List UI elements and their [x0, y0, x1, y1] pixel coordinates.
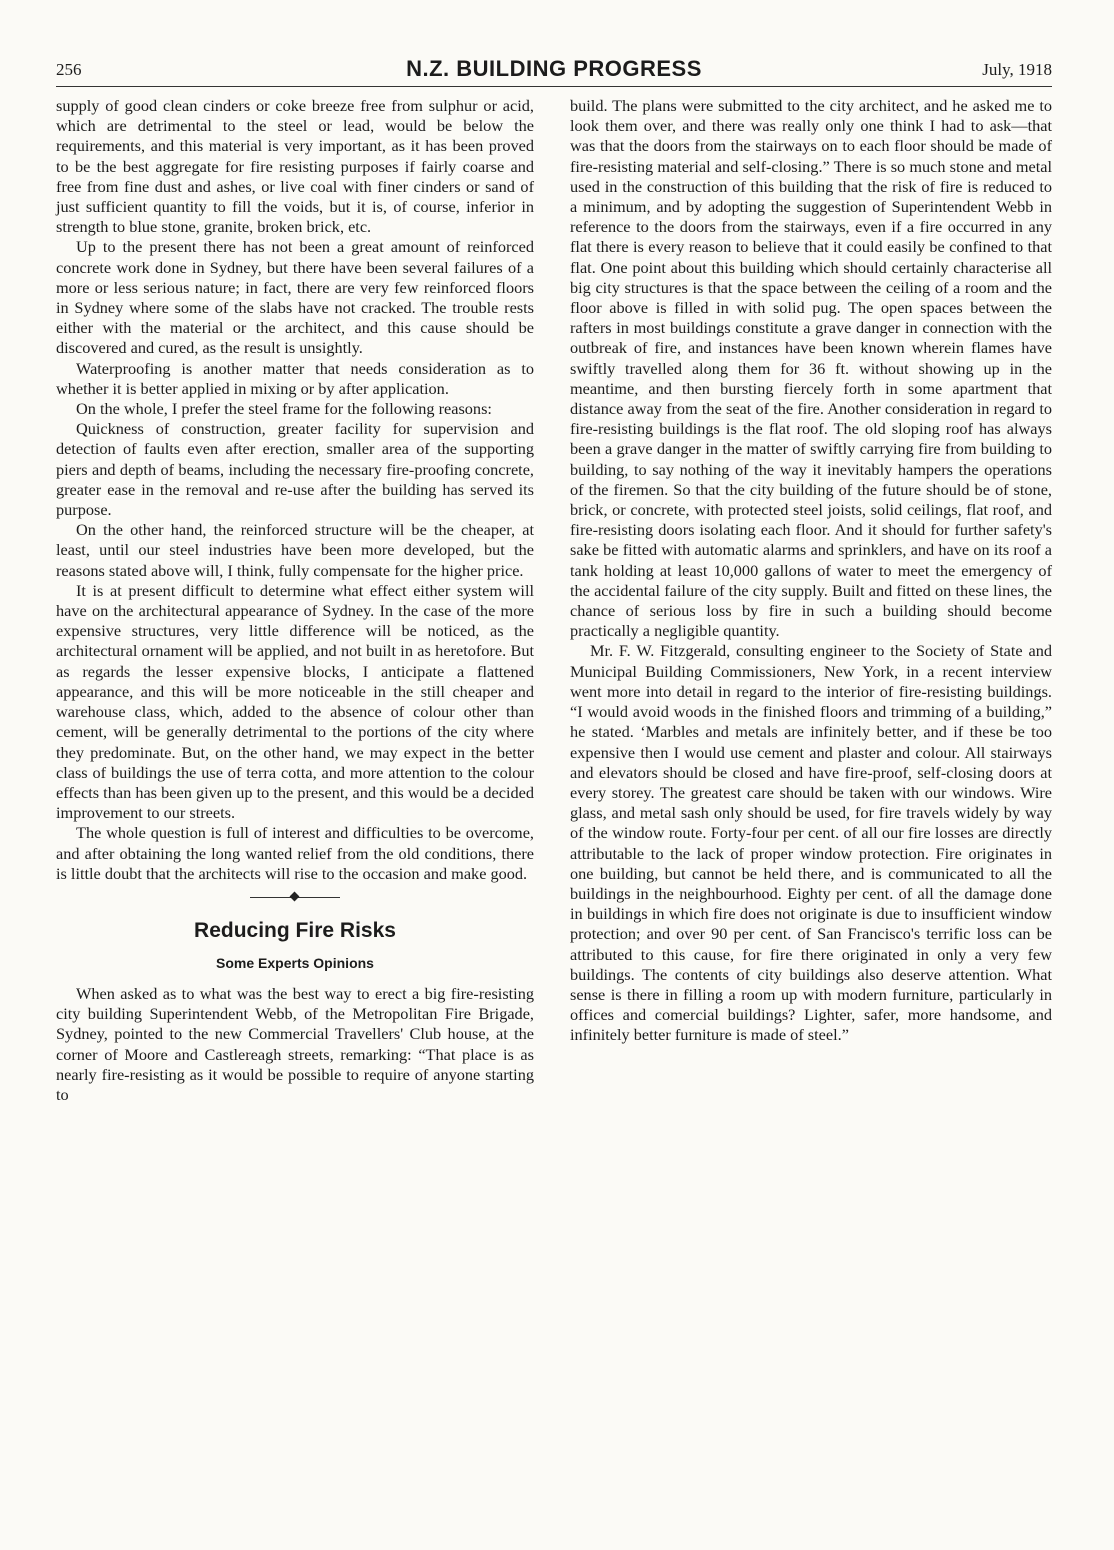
- paragraph: The whole question is full of interest and difficulties to be overcome, and after obtaining the long wanted relief from the old conditions, there is little doubt that the architects will rise to the occasion and make good.: [56, 823, 534, 883]
- paragraph: On the whole, I prefer the steel frame for the following reasons:: [76, 399, 492, 419]
- journal-title: N.Z. BUILDING PROGRESS: [406, 56, 702, 81]
- paragraph: build. The plans were submitted to the city architect, and he asked me to look them over, and there was really only one think I had to ask—that was that the doors from the stairways on to each floor should be made of fire-resisting material and self-closing.” There is so much stone and metal used in the construction of this building that the risk of fire is reduced to a minimum, and by adopting the suggestion of Superintendent Webb in reference to the doors from the stairways, even if a fire occurred in any flat there is every reason to believe that it could easily be confined to that flat. One point about this building which should certainly characterise all big city structures is that the space between the ceiling of a room and the floor above is filled in with solid pug. The open spaces between the rafters in most buildings constitute a grave danger in connection with the outbreak of fire, and instances have been known wherein flames have swiftly travelled along them for 36 ft. without showing up in the meantime, and then bursting fiercely forth in some apartment that distance away from the seat of the fire. Another consideration in regard to fire-resisting buildings is the flat roof. The old sloping roof has always been a grave danger in the matter of swiftly carrying fire from building to building, to say nothing of the way it inevitably hampers the operations of the firemen. So that the city building of the future should be of stone, brick, or concrete, with protected steel joists, solid ceilings, flat roof, and fire-resisting doors isolating each floor. And it should for further safety's sake be fitted with automatic alarms and sprinklers, and have on its roof a tank holding at least 10,000 gallons of water to meet the emergency of the accidental failure of the city supply. Built and fitted on these lines, the chance of serious loss by fire in such a building should become practically a negligible quantity.: [570, 96, 1052, 641]
- paragraph: Waterproofing is another matter that needs consideration as to whether it is better applied in mixing or by after application.: [56, 358, 534, 398]
- paragraph: Mr. F. W. Fitzgerald, consulting engineer to the Society of State and Municipal Building Commissioners, New York, in a recent interview went more into detail in regard to the interior of fire-resisting buildings. “I would avoid woods in the finished floors and trimming of a building,” he stated. ‘Marbles and metals are infinitely better, and if these be too expensive then I would use cement and plaster and colour. All stairways and elevators should be closed and have fire-proof, self-closing doors at every storey. The greatest care should be taken with our windows. Wire glass, and metal sash only should be used, for fire travels widely by way of the window route. Forty-four per cent. of all our fire losses are directly attributable to the lack of proper window protection. Fire originates in one building, but cannot be held there, and is communicated to all the buildings in the neighbourhood. Eighty per cent. of all the damage done in buildings in which fire does not originate is due to insufficient window protection; and over 90 per cent. of San Francisco's terrific loss can be attributed to this cause, for fire there originated in only a very few buildings. The contents of city buildings also deserve attention. What sense is there in filling a room up with modern furniture, particularly in offices and comercial buildings? Lighter, safer, more handsome, and infinitely better furniture is made of steel.”: [570, 641, 1052, 1045]
- article-heading: Reducing Fire Risks: [194, 918, 396, 942]
- issue-date: July, 1918: [982, 60, 1052, 79]
- article-intro-paragraph: When asked as to what was the best way to erect a big fire-resisting city building Superintendent Webb, of the Metropolitan Fire Brigade, Sydney, pointed to the new Commercial Travellers' Club house, at the corner of Moore and Castlereagh streets, remarking: “That place is as nearly fire-resisting as it would be possible to require of anyone starting to: [56, 983, 534, 1104]
- paragraph: Up to the present there has not been a great amount of reinforced concrete work done in Sydney, but there have been several failures of a more or less serious nature; in fact, there are very few reinforced floors in Sydney where some of the slabs have not cracked. The trouble rests either with the material or the architect, and this cause should be discovered and cured, as the result is unsightly.: [56, 237, 534, 358]
- left-column: [56, 96, 534, 1105]
- paragraph: It is at present difficult to determine what effect either system will have on the architectural appearance of Sydney. In the case of the more expensive structures, very little difference will be noticed, as the architectural ornament will be applied, and not built in as heretofore. But as regards the lesser expensive blocks, I anticipate a flattened appearance, and this will be more noticeable in the still cheaper and warehouse class, which, added to the absence of colour other than cement, will be generally detrimental to the portions of the city where they predominate. But, on the other hand, we may expect in the better class of buildings the use of terra cotta, and more attention to the colour effects than has been given up to the present, and this would be a decided improvement to our streets.: [56, 580, 534, 823]
- paragraph: supply of good clean cinders or coke breeze free from sulphur or acid, which are detrimental to the steel or lead, would be below the requirements, and this material is very important, as it has been proved to be the best aggregate for fire resisting purposes if fairly coarse and free from fine dust and ashes, or live coal with finer cinders or sand of just sufficient quantity to fill the voids, but it is, of course, inferior in strength to blue stone, granite, broken brick, etc.: [56, 96, 534, 237]
- article-subheading: Some Experts Opinions: [216, 954, 374, 971]
- page-header: [56, 56, 1052, 87]
- diamond-ornament-icon: [290, 891, 300, 901]
- right-column: [570, 96, 1052, 1046]
- page-number: 256: [56, 60, 82, 79]
- paragraph: On the other hand, the reinforced structure will be the cheaper, at least, until our steel industries have been more developed, but the reasons stated above will, I think, fully compensate for the higher price.: [56, 520, 534, 580]
- paragraph: Quickness of construction, greater facility for supervision and detection of faults even after erection, smaller area of the supporting piers and depth of beams, including the necessary fire-proofing concrete, greater ease in the removal and re-use after the building has served its purpose.: [56, 419, 534, 520]
- section-divider: [250, 890, 340, 906]
